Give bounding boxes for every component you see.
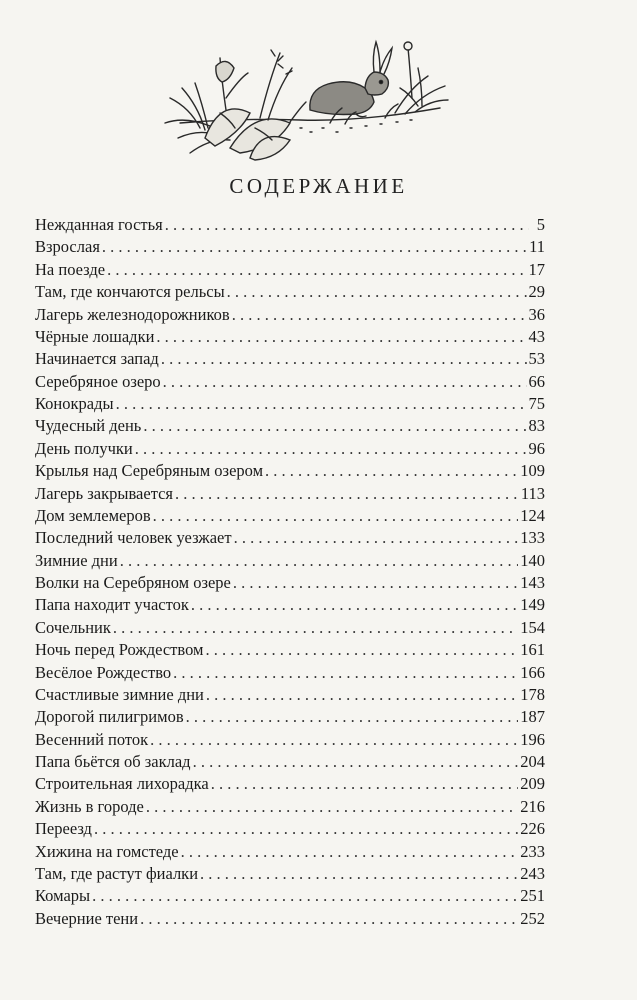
toc-entry-title: Строительная лихорадка bbox=[35, 774, 209, 794]
toc-entry bbox=[35, 259, 545, 281]
toc-entry-title: Взрослая bbox=[35, 237, 100, 257]
toc-entry-page: 29 bbox=[528, 282, 545, 302]
toc-entry-page: 43 bbox=[528, 326, 545, 346]
toc-entry bbox=[35, 393, 545, 415]
page-title: СОДЕРЖАНИЕ bbox=[229, 174, 408, 198]
toc-entry bbox=[35, 281, 545, 303]
toc-entry-page: 11 bbox=[529, 237, 545, 257]
toc-dot-leader bbox=[135, 438, 527, 460]
toc-dot-leader bbox=[233, 572, 518, 594]
toc-entry-page: 161 bbox=[520, 640, 545, 660]
toc-entry-title: Серебряное озеро bbox=[35, 371, 161, 391]
toc-entry bbox=[35, 326, 545, 348]
toc-entry-title: Счастливые зимние дни bbox=[35, 684, 204, 704]
toc-entry bbox=[35, 550, 545, 572]
toc-dot-leader bbox=[102, 236, 527, 258]
toc-entry bbox=[35, 796, 545, 818]
toc-entry bbox=[35, 438, 545, 460]
toc-entry-title: Крылья над Серебряным озером bbox=[35, 461, 264, 481]
toc-entry-title: Лагерь железнодорожников bbox=[35, 304, 230, 324]
toc-entry-page: 243 bbox=[520, 863, 545, 883]
toc-entry-page: 166 bbox=[520, 662, 545, 682]
toc-entry-title: Последний человек уезжает bbox=[35, 528, 232, 548]
toc-entry-title: Там, где кончаются рельсы bbox=[35, 282, 225, 302]
toc-entry-title: Ночь перед Рождеством bbox=[35, 640, 204, 660]
toc-entry-page: 83 bbox=[528, 416, 545, 436]
toc-dot-leader bbox=[107, 259, 526, 281]
toc-entry bbox=[35, 751, 545, 773]
toc-entry-title: Весенний поток bbox=[35, 729, 149, 749]
toc-entry-page: 143 bbox=[520, 573, 545, 592]
toc-entry-title: Сочельник bbox=[35, 617, 111, 637]
toc-entry-title: На поезде bbox=[35, 259, 106, 279]
toc-entry-page: 226 bbox=[520, 819, 545, 839]
toc-entry-page: 252 bbox=[520, 908, 545, 928]
toc-entry bbox=[35, 304, 545, 326]
toc-entry-title: Дом землемеров bbox=[35, 505, 151, 525]
toc-dot-leader bbox=[143, 415, 526, 437]
toc-entry-title: Хижина на гомстеде bbox=[35, 841, 179, 861]
toc-entry bbox=[35, 706, 545, 728]
toc-entry bbox=[35, 729, 545, 751]
toc-dot-leader bbox=[156, 326, 526, 348]
toc-dot-leader bbox=[173, 662, 518, 684]
toc-entry bbox=[35, 841, 545, 863]
toc-entry-page: 66 bbox=[528, 371, 545, 391]
toc-entry bbox=[35, 505, 545, 527]
toc-entry bbox=[35, 639, 545, 661]
toc-entry-page: 251 bbox=[520, 886, 545, 906]
toc-entry bbox=[35, 684, 545, 706]
toc-entry bbox=[35, 863, 545, 885]
toc-entry-page: 154 bbox=[520, 617, 545, 637]
toc-dot-leader bbox=[227, 281, 527, 303]
toc-dot-leader bbox=[113, 617, 518, 639]
toc-entry-title: Зимние дни bbox=[35, 550, 118, 570]
toc-dot-leader bbox=[181, 841, 519, 863]
toc-dot-leader bbox=[186, 706, 519, 728]
toc-dot-leader bbox=[163, 371, 527, 393]
toc-entry-title: Папа бьётся об заклад bbox=[35, 752, 191, 771]
toc-entry-page: 36 bbox=[528, 304, 545, 324]
toc-entry-title: Папа находит участок bbox=[35, 595, 189, 615]
toc-entry-page: 17 bbox=[528, 259, 545, 279]
toc-dot-leader bbox=[193, 751, 519, 773]
toc-entry-page: 96 bbox=[528, 438, 545, 458]
toc-entry-page: 149 bbox=[520, 595, 545, 615]
toc-entry-title: Нежданная гостья bbox=[35, 215, 163, 234]
toc-entry-title: Лагерь закрывается bbox=[35, 483, 174, 503]
toc-dot-leader bbox=[206, 684, 518, 706]
toc-entry-title: Вечерние тени bbox=[35, 908, 139, 928]
toc-entry bbox=[35, 527, 545, 549]
toc-entry-page: 187 bbox=[520, 707, 545, 727]
toc-dot-leader bbox=[161, 348, 527, 370]
toc-entry-page: 124 bbox=[520, 505, 545, 525]
toc-entry-page: 209 bbox=[520, 774, 545, 794]
toc-entry-page: 109 bbox=[520, 461, 545, 481]
toc-dot-leader bbox=[211, 773, 519, 795]
toc-dot-leader bbox=[234, 527, 519, 549]
toc-entry bbox=[35, 885, 545, 907]
toc-entry-title: День получки bbox=[35, 438, 133, 458]
toc-dot-leader bbox=[165, 214, 529, 236]
toc-entry-page: 216 bbox=[520, 796, 545, 816]
toc-entry bbox=[35, 773, 545, 795]
toc-dot-leader bbox=[200, 863, 518, 885]
table-of-contents bbox=[35, 214, 545, 930]
toc-dot-leader bbox=[191, 594, 518, 616]
toc-entry-title: Там, где растут фиалки bbox=[35, 863, 199, 883]
toc-dot-leader bbox=[94, 818, 518, 840]
toc-entry bbox=[35, 594, 545, 616]
toc-entry bbox=[35, 348, 545, 370]
toc-entry bbox=[35, 617, 545, 639]
toc-entry-page: 178 bbox=[520, 684, 545, 704]
toc-entry-title: Волки на Серебряном озере bbox=[35, 573, 231, 592]
toc-entry-page: 204 bbox=[520, 752, 545, 771]
toc-entry-title: Комары bbox=[35, 886, 91, 906]
toc-entry-title: Дорогой пилигримов bbox=[35, 707, 184, 727]
toc-entry-page: 5 bbox=[536, 215, 545, 234]
toc-entry-page: 140 bbox=[520, 550, 545, 570]
toc-entry bbox=[35, 371, 545, 393]
toc-dot-leader bbox=[265, 460, 518, 482]
toc-dot-leader bbox=[120, 550, 519, 572]
toc-entry bbox=[35, 236, 545, 258]
toc-entry bbox=[35, 572, 545, 594]
toc-dot-leader bbox=[205, 639, 518, 661]
toc-entry-title: Весёлое Рождество bbox=[35, 662, 172, 682]
toc-entry-page: 196 bbox=[520, 729, 545, 749]
toc-dot-leader bbox=[146, 796, 518, 818]
toc-entry-page: 113 bbox=[520, 483, 545, 503]
toc-entry-page: 53 bbox=[528, 349, 545, 369]
toc-dot-leader bbox=[92, 885, 518, 907]
toc-entry-title: Конокрады bbox=[35, 394, 114, 413]
toc-entry-page: 133 bbox=[520, 528, 545, 548]
toc-entry-title: Жизнь в городе bbox=[35, 796, 144, 816]
toc-entry-page: 75 bbox=[528, 394, 545, 413]
toc-entry bbox=[35, 662, 545, 684]
toc-entry-page: 233 bbox=[520, 841, 545, 861]
toc-entry bbox=[35, 214, 545, 236]
toc-entry bbox=[35, 818, 545, 840]
toc-dot-leader bbox=[116, 393, 527, 415]
toc-dot-leader bbox=[175, 483, 519, 505]
toc-dot-leader bbox=[232, 304, 527, 326]
toc-dot-leader bbox=[140, 908, 518, 930]
toc-entry-title: Чёрные лошадки bbox=[35, 326, 155, 346]
toc-entry bbox=[35, 908, 545, 930]
toc-entry bbox=[35, 483, 545, 505]
toc-entry-title: Переезд bbox=[35, 819, 92, 839]
rabbit-in-grass-illustration bbox=[160, 28, 450, 168]
toc-entry bbox=[35, 415, 545, 437]
toc-dot-leader bbox=[150, 729, 518, 751]
toc-entry-title: Чудесный день bbox=[35, 416, 142, 436]
toc-entry-title: Начинается запад bbox=[35, 349, 159, 369]
toc-dot-leader bbox=[153, 505, 519, 527]
toc-entry bbox=[35, 460, 545, 482]
